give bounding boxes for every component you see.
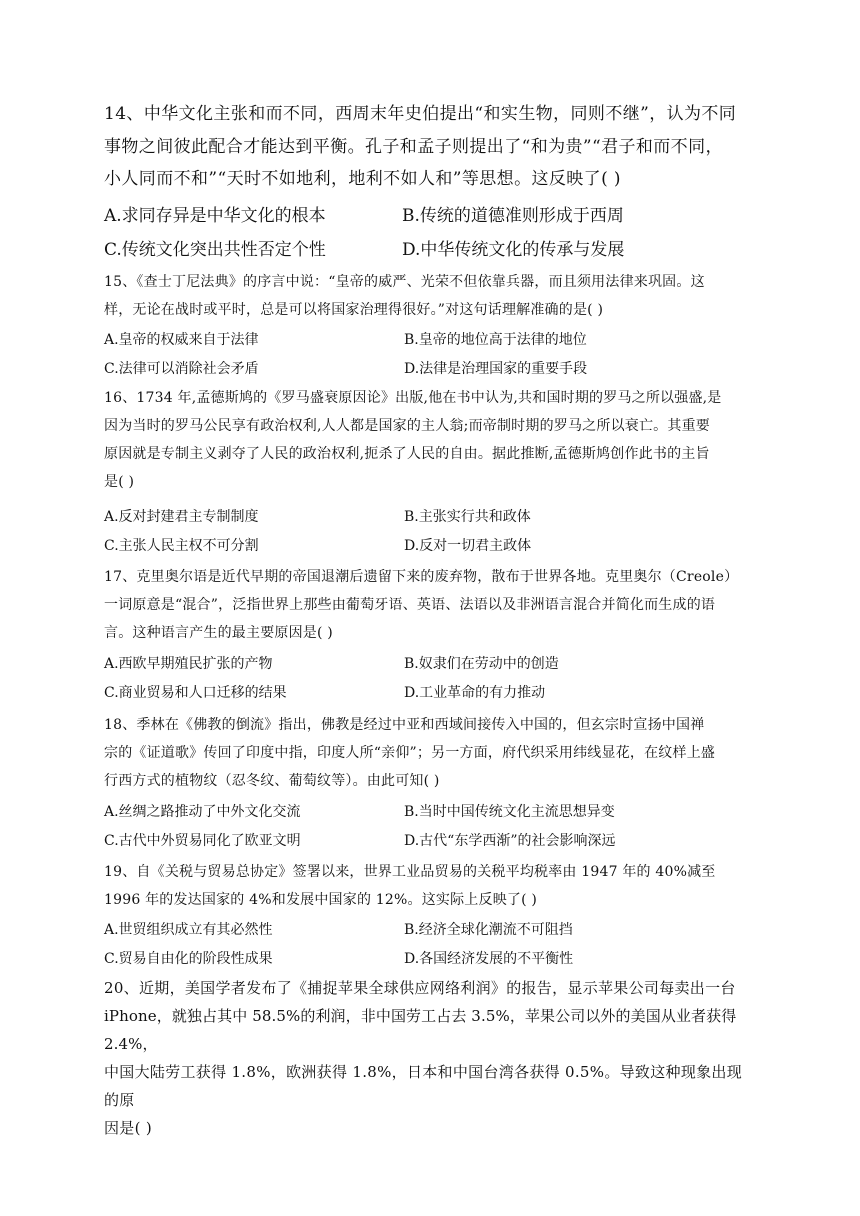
option-b: B.主张实行共和政体 (404, 509, 531, 525)
option-b: B.奴隶们在劳动中的创造 (404, 656, 559, 672)
option-a: A.反对封建君主专制制度 (104, 509, 259, 525)
stem-line: 15、《查士丁尼法典》的序言中说：“皇帝的威严、光荣不但依靠兵器，而且须用法律来巩固。这 (104, 274, 705, 290)
stem-line: 中国大陆劳工获得 1.8%，欧洲获得 1.8%，日本和中国台湾各获得 0.5%。导致这种现象出现的原 (104, 1063, 743, 1109)
option-d: D.工业革命的有力推动 (404, 685, 546, 701)
option-c: C.商业贸易和人口迁移的结果 (104, 685, 287, 701)
stem-line: 宗的《证道歌》传回了印度中指，印度人所“亲仰”；另一方面，府代织采用纬线显花，在纹样上盛 (104, 745, 716, 761)
option-a: A.丝绸之路推动了中外文化交流 (104, 804, 301, 820)
question-14-options (104, 199, 756, 267)
stem-line: 14、中华文化主张和而不同，西周末年史伯提出“和实生物，同则不继”，认为不同 (104, 104, 737, 124)
stem-line: 事物之间彼此配合才能达到平衡。孔子和孟子则提出了“和为贵”“君子和而不同， (104, 136, 723, 157)
stem-line: 因为当时的罗马公民享有政治权利,人人都是国家的主人翁;而帝制时期的罗马之所以衰亡。其重要 (104, 418, 710, 434)
option-c: C.传统文化突出共性否定个性 (104, 240, 326, 260)
option-row (104, 945, 756, 974)
stem-line: 小人同而不和”“天时不如地利，地利不如人和”等思想。这反映了( ) (104, 169, 621, 189)
option-c: C.古代中外贸易同化了欧亚文明 (104, 833, 301, 849)
stem-line: 是( ) (104, 474, 135, 490)
stem-line: 样，无论在战时或平时，总是可以将国家治理得很好。”对这句话理解准确的是( ) (104, 302, 604, 318)
option-d: D.法律是治理国家的重要手段 (404, 361, 588, 377)
option-row (104, 233, 756, 267)
stem-line: 19、自《关税与贸易总协定》签署以来，世界工业品贸易的关税平均税率由 1947 年的 40%减至 (104, 864, 716, 880)
question-17-stem (104, 563, 756, 647)
option-row (104, 916, 756, 945)
question-15-options (104, 326, 756, 384)
question-18-options (104, 798, 756, 856)
question-20-stem (104, 974, 756, 1142)
question-19-options (104, 916, 756, 974)
option-b: B.经济全球化潮流不可阻挡 (404, 922, 573, 938)
question-15-stem (104, 268, 756, 324)
stem-line: 20、近期，美国学者发布了《捕捉苹果全球供应网络利润》的报告，显示苹果公司每卖出一台 (104, 979, 736, 997)
option-a: A.世贸组织成立有其必然性 (104, 922, 273, 938)
option-row (104, 650, 756, 679)
option-d: D.古代“东学西渐”的社会影响深远 (404, 833, 616, 849)
question-16-stem (104, 384, 756, 496)
stem-line: 因是( ) (104, 1119, 152, 1137)
option-b: B.皇帝的地位高于法律的地位 (404, 332, 587, 348)
option-d: D.反对一切君主政体 (404, 538, 532, 554)
question-19-stem (104, 858, 756, 914)
option-a: A.皇帝的权威来自于法律 (104, 332, 259, 348)
option-c: C.贸易自由化的阶段性成果 (104, 951, 273, 967)
option-d: D.各国经济发展的不平衡性 (404, 951, 574, 967)
stem-line: 1996 年的发达国家的 4%和发展中国家的 12%。这实际上反映了( ) (104, 892, 538, 908)
option-row (104, 532, 756, 561)
option-b: B.当时中国传统文化主流思想异变 (404, 804, 615, 820)
question-14-stem (104, 98, 756, 196)
option-c: C.法律可以消除社会矛盾 (104, 361, 259, 377)
option-row (104, 679, 756, 708)
option-a: A.求同存异是中华文化的根本 (104, 206, 326, 226)
option-row (104, 798, 756, 827)
question-16-options (104, 503, 756, 561)
option-row (104, 503, 756, 532)
question-17-options (104, 650, 756, 708)
stem-line: 言。这种语言产生的最主要原因是( ) (104, 625, 333, 641)
stem-line: 原因就是专制主义剥夺了人民的政治权利,扼杀了人民的自由。据此推断,孟德斯鸠创作此书的主旨 (104, 446, 710, 462)
stem-line: 一词原意是“混合”，泛指世界上那些由葡萄牙语、英语、法语以及非洲语言混合并简化而生成的语 (104, 597, 716, 613)
question-18-stem (104, 711, 756, 795)
stem-line: 16、1734 年,孟德斯鸠的《罗马盛衰原因论》出版,他在书中认为,共和国时期的罗马之所以强盛,是 (104, 390, 722, 406)
option-d: D.中华传统文化的传承与发展 (402, 240, 625, 260)
option-row (104, 199, 756, 233)
stem-line: 17、克里奥尔语是近代早期的帝国退潮后遗留下来的废弃物，散布于世界各地。克里奥尔（Creole） (104, 569, 739, 585)
stem-line: iPhone，就独占其中 58.5%的利润，非中国劳工占去 3.5%，苹果公司以外的美国从业者获得 2.4%， (104, 1007, 737, 1053)
option-a: A.西欧早期殖民扩张的产物 (104, 656, 273, 672)
option-b: B.传统的道德准则形成于西周 (402, 206, 624, 226)
option-c: C.主张人民主权不可分割 (104, 538, 259, 554)
option-row (104, 355, 756, 384)
option-row (104, 326, 756, 355)
option-row (104, 827, 756, 856)
stem-line: 行西方式的植物纹（忍冬纹、葡萄纹等）。由此可知( ) (104, 773, 440, 789)
stem-line: 18、季林在《佛教的倒流》指出，佛教是经过中亚和西域间接传入中国的，但玄宗时宣扬中国禅 (104, 717, 705, 733)
